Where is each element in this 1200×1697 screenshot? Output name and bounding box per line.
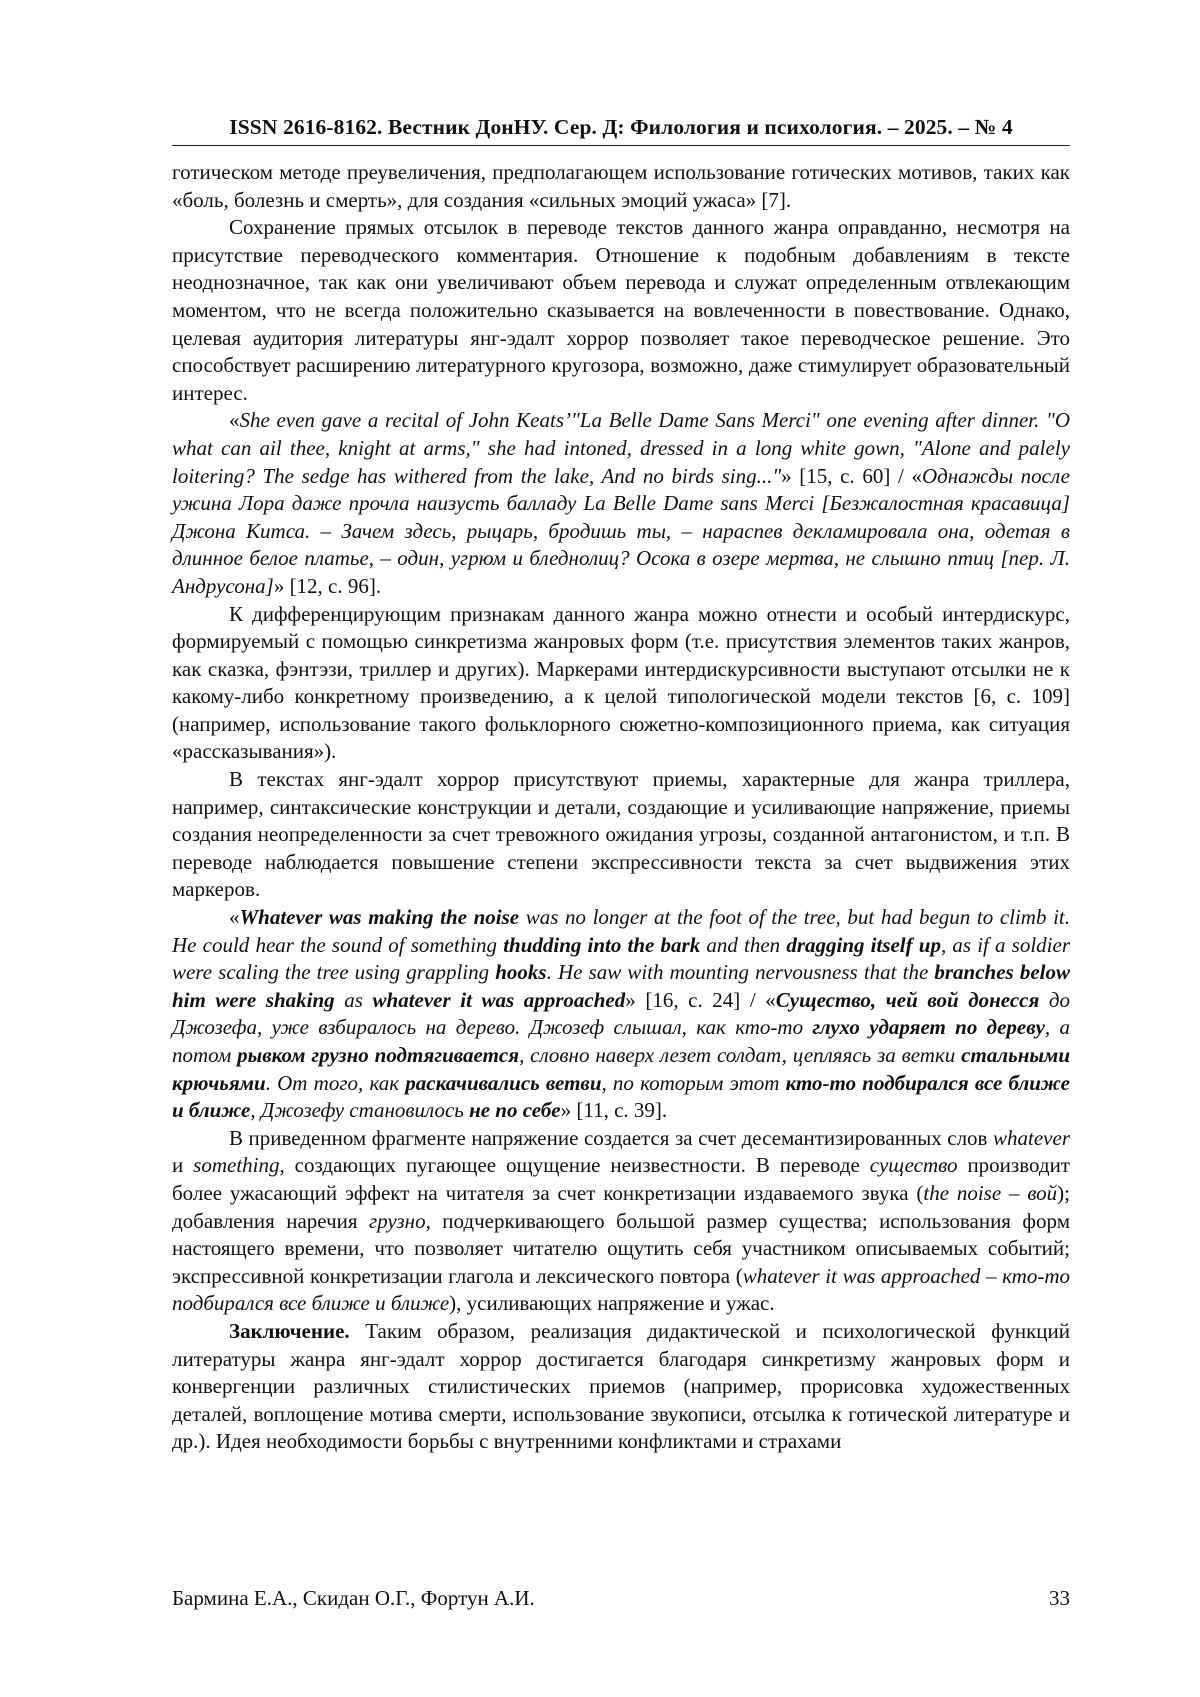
footer-authors: Бармина Е.А., Скидан О.Г., Фортун А.И. <box>172 1586 535 1610</box>
header-rule <box>172 145 1070 146</box>
emphasis: Whatever was making the noise <box>239 905 520 930</box>
running-header: ISSN 2616-8162. Вестник ДонНУ. Сер. Д: Филология и психология. – 2025. – № 4 <box>229 115 1013 139</box>
paragraph-3-keats-quote: «She even gave a recital of John Keats’"La Belle Dame Sans Merci" one evening after dinner. "O what can ail thee, knight at arms," she had intoned, dressed in a long white gown, "Alone and palely loitering? The sedge has withered from the lake, And no birds sing..."» [15, с. 60] / «Однажды после ужина Лора даже прочла наизусть балладу La Belle Dame sans Merci [Безжалостная красавица] Джона Китса. – Зачем здесь, рыцарь, бродишь ты, – нараспев декламировала она, одетая в длинное белое платье, – один, угрюм и бледнолиц? Осока в озере мертва, не слышно птиц [пер. Л. Андрусона]» [12, с. 96]. <box>172 408 1070 598</box>
citation: » [12, с. 96]. <box>273 573 382 598</box>
citation: » [15, с. 60] / « <box>781 463 922 488</box>
page-number: 33 <box>1049 1586 1070 1610</box>
russian-quote: Однажды после ужина Лора даже прочла наизусть балладу La Belle Dame sans Merci [Безжалостная красавица] Джона Китса. – Зачем здесь, рыцарь, бродишь ты, – нараспев декламировала она, одетая в длинное белое платье, – один, угрюм и бледнолиц? Осока в озере мертва, не слышно птиц [пер. Л. Андрусона] <box>172 463 1070 598</box>
article-body <box>172 159 1070 1456</box>
english-quote: She even gave a recital of John Keats’"La Belle Dame Sans Merci" one evening after dinner. "O what can ail thee, knight at arms," she had intoned, dressed in a long white gown, "Alone and palely loitering? The sedge has withered from the lake, And no birds sing..." <box>172 408 1070 488</box>
emphasis: не по себе <box>469 1098 561 1123</box>
citation: » [16, с. 24] / « <box>625 987 776 1012</box>
paragraph-7: В приведенном фрагменте напряжение создается за счет десемантизированных слов whatever и something, создающих пугающее ощущение неизвестности. В переводе существо производит более ужасающий эффект на читателя за счет конкретизации издаваемого звука (the noise – вой); добавления наречия грузно, подчеркивающего большой размер существа; использования форм настоящего времени, что позволяет читателю ощутить себя участником описываемых событий; экспрессивной конкретизации глагола и лексического повтора (whatever it was approached – кто-то подбирался все ближе и ближе), усиливающих напряжение и ужас. <box>172 1125 1070 1316</box>
emphasis: hooks <box>495 960 547 985</box>
emphasis: рывком грузно подтягивается <box>237 1043 520 1067</box>
emphasis: dragging itself up <box>786 932 941 957</box>
emphasis: глухо ударяет по дереву <box>812 1015 1045 1040</box>
paragraph-2: Сохранение прямых отсылок в переводе текстов данного жанра оправданно, несмотря на присутствие переводческого комментария. Отношение к подобным добавлениям в тексте неоднозначное, так как они увеличивают объем перевода и служат определенным отвлекающим моментом, что не всегда положительно сказывается на вовлеченности в повествование. Однако, целевая аудитория литературы янг-эдалт хоррор позволяет такое переводческое решение. Это способствует расширению литературного кругозора, возможно, даже стимулирует образовательный интерес. <box>172 215 1070 405</box>
emphasis: стальными крючьями <box>172 1043 1070 1095</box>
emphasis: thudding into the bark <box>503 932 701 957</box>
paragraph-6-thriller-quote: «Whatever was making the noise was no longer at the foot of the tree, but had begun to climb it. He could hear the sound of something thudding into the bark and then dragging itself up, as if a soldier were scaling the tree using grappling hooks. He saw with mounting nervousness that the branches below him were shaking as whatever it was approached» [16, с. 24] / «Существо, чей вой донесся до Джозефа, уже взбиралось на дерево. Джозеф слышал, как кто-то глухо ударяет по дереву, а потом рывком грузно подтягивается, словно наверх лезет солдат, цепляясь за ветки стальными крючьями. От того, как раскачивались ветви, по которым этот кто-то подбирался все ближе и ближе, Джозефу становилось не по себе» [11, с. 39]. <box>172 905 1070 1123</box>
emphasis: кто-то подбирался все ближе и ближе <box>172 1070 1070 1123</box>
paragraph-8-conclusion: Заключение. Таким образом, реализация дидактической и психологической функций литературы жанра янг-эдалт хоррор достигается благодаря синкретизму жанровых форм и конвергенции различных стилистических приемов (например, прорисовка художественных деталей, воплощение мотива смерти, использование звукописи, отсылка к готической литературе и др.). Идея необходимости борьбы с внутренними конфликтами и страхами <box>172 1318 1070 1454</box>
citation: » [11, с. 39]. <box>560 1098 668 1123</box>
emphasis: branches below him were shaking <box>172 960 1070 1012</box>
emphasis: Существо, чей вой донесся <box>775 987 1040 1012</box>
paragraph-5: В текстах янг-эдалт хоррор присутствуют приемы, характерные для жанра триллера, например, синтаксические конструкции и детали, создающие и усиливающие напряжение, приемы создания неопределенности за счет тревожного ожидания угрозы, созданной антагонистом, и т.п. В переводе наблюдается повышение степени экспрессивности текста за счет выдвижения этих маркеров. <box>172 767 1070 902</box>
paragraph-1: готическом методе преувеличения, предполагающем использование готических мотивов, таких как «боль, болезнь и смерть», для создания «сильных эмоций ужаса» [7]. <box>172 160 1070 212</box>
section-heading: Заключение. <box>229 1318 350 1343</box>
paragraph-4: К дифференцирующим признакам данного жанра можно отнести и особый интердискурс, формируемый с помощью синкретизма жанровых форм (т.е. присутствия элементов таких жанров, как сказка, фэнтэзи, триллер и других). Маркерами интердискурсивности выступают отсылки не к какому-либо конкретному произведению, а к целой типологической модели текстов [6, с. 109] (например, использование такого фольклорного сюжетно-композиционного приема, как ситуация «рассказывания»). <box>172 601 1070 764</box>
emphasis: whatever it was approached <box>372 987 626 1012</box>
emphasis: раскачивались ветви <box>405 1070 602 1095</box>
